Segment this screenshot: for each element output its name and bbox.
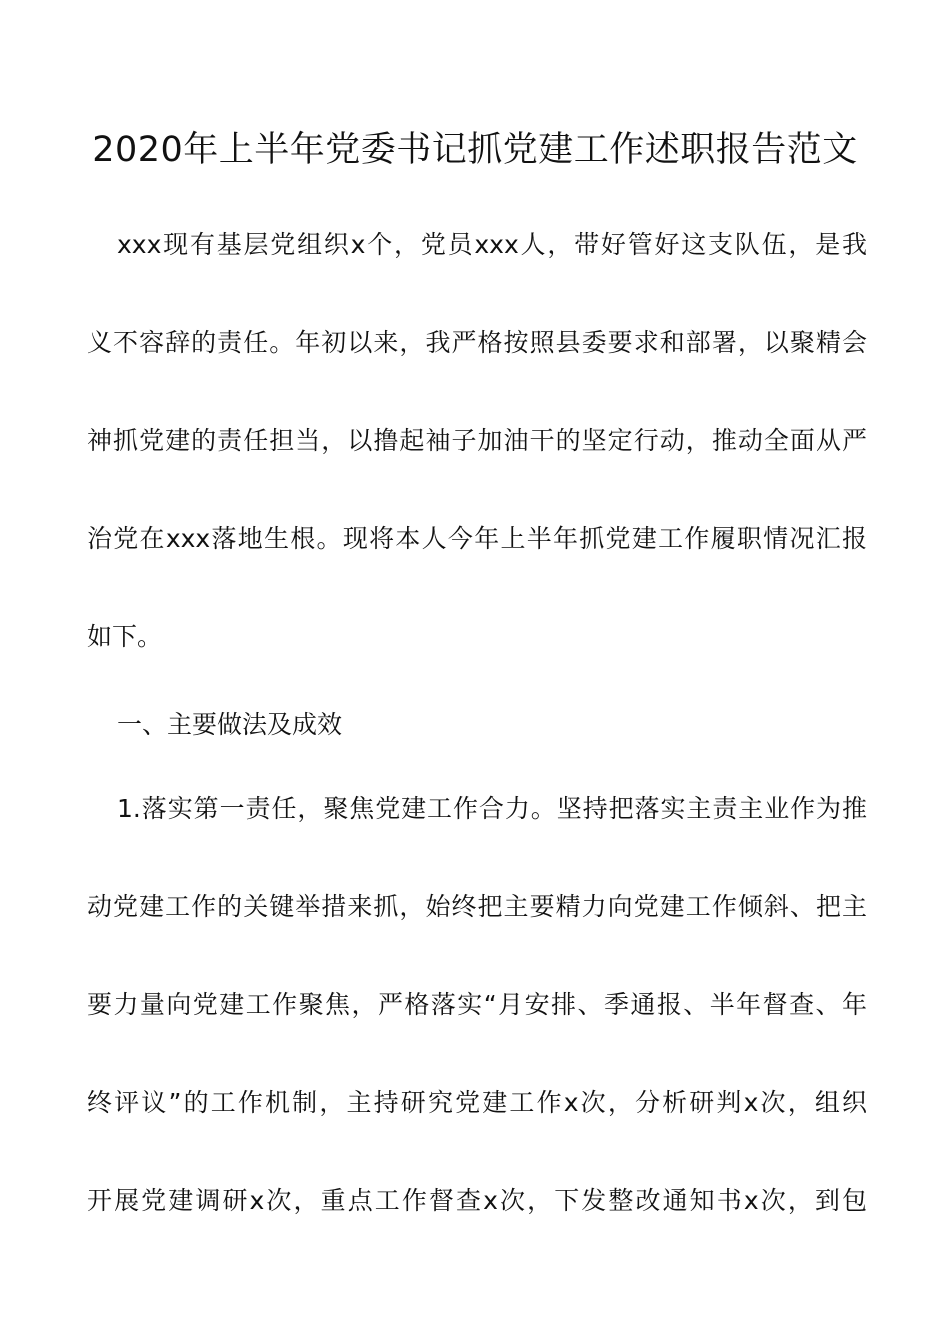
paragraph-line: xxx现有基层党组织x个，党员xxx人，带好管好这支队伍，是我 [117, 230, 867, 259]
paragraph-intro [87, 196, 867, 686]
paragraph-line: 开展党建调研x次，重点工作督查x次，下发整改通知书x次，到包 [87, 1186, 867, 1215]
paragraph-line: 1.落实第一责任，聚焦党建工作合力。坚持把落实主责主业作为推 [117, 794, 867, 823]
paragraph-line: 如下。 [87, 622, 163, 651]
paragraph-section1 [87, 760, 867, 1250]
document-title: 2020年上半年党委书记抓党建工作述职报告范文 [92, 130, 858, 170]
paragraph-line: 要力量向党建工作聚焦，严格落实“月安排、季通报、半年督查、年 [87, 990, 867, 1019]
paragraph-line: 动党建工作的关键举措来抓，始终把主要精力向党建工作倾斜、把主 [87, 892, 867, 921]
paragraph-line: 义不容辞的责任。年初以来，我严格按照县委要求和部署，以聚精会 [87, 328, 867, 357]
paragraph-line: 终评议”的工作机制，主持研究党建工作x次，分析研判x次，组织 [87, 1088, 867, 1117]
paragraph-line: 神抓党建的责任担当，以撸起袖子加油干的坚定行动，推动全面从严 [87, 426, 867, 455]
section-heading-text: 一、主要做法及成效 [117, 710, 343, 739]
paragraph-line: 治党在xxx落地生根。现将本人今年上半年抓党建工作履职情况汇报 [87, 524, 867, 553]
